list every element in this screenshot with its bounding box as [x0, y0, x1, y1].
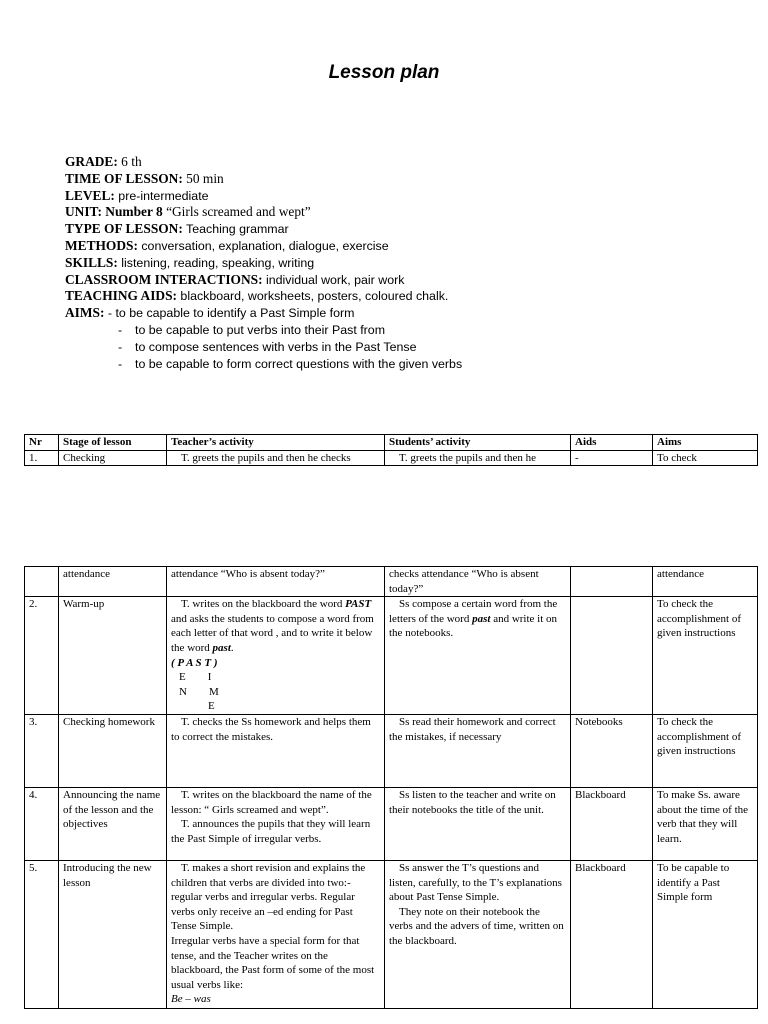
methods-row: [65, 238, 462, 255]
text: PAST: [345, 598, 372, 611]
table-row: [25, 450, 758, 466]
acrostic-line: E I: [179, 671, 212, 684]
table-row: [25, 714, 758, 787]
cell-nr: [25, 567, 59, 597]
cell-nr: 1.: [25, 450, 59, 466]
cell-aids: -: [571, 450, 653, 466]
cell-stage: attendance: [59, 567, 167, 597]
teacher-text: T. makes a short revision and explains the children that verbs are divided into two:- regular verbs and irregular verbs. Regular verbs only receive an –ed ending for Past Tense Simple.: [171, 861, 366, 933]
text: T. writes on the blackboard the word: [181, 598, 346, 611]
cell-aims: To be capable to identify a Past Simple form: [653, 860, 758, 1008]
type-row: [65, 221, 462, 238]
cell-nr: 5.: [25, 860, 59, 1008]
type-label: TYPE OF LESSON:: [65, 221, 183, 237]
teacher-text: Be – was: [171, 993, 211, 1006]
cell-aims: attendance: [653, 567, 758, 597]
cell-students: checks attendance “Who is absent today?”: [385, 567, 571, 597]
header-stage: Stage of lesson: [59, 435, 167, 451]
lesson-table-header: [24, 434, 758, 466]
cell-aids: Blackboard: [571, 860, 653, 1008]
aims-list-item-text: to be capable to put verbs into their Past from: [135, 322, 386, 337]
text: Ss compose a certain word from the letters of the word: [389, 598, 558, 625]
skills-row: [65, 255, 462, 272]
cell-teacher: [167, 860, 385, 1008]
teacher-text: T. announces the pupils that they will learn the Past Simple of irregular verbs.: [171, 818, 371, 845]
cell-nr: 2.: [25, 597, 59, 715]
unit-number: Number 8: [101, 204, 163, 220]
header-teacher: Teacher’s activity: [167, 435, 385, 451]
interactions-label: CLASSROOM INTERACTIONS:: [65, 271, 263, 287]
unit-row: [65, 204, 462, 221]
students-text: Ss answer the T’s questions and listen, carefully, to the T’s explanations about Past Tense Simple.: [389, 861, 562, 904]
cell-aims: To check: [653, 450, 758, 466]
lesson-table-continued: [24, 566, 758, 1009]
cell-nr: 3.: [25, 714, 59, 787]
cell-stage: Checking: [59, 450, 167, 466]
table-row: [25, 597, 758, 715]
cell-stage: Checking homework: [59, 714, 167, 787]
aims-label: AIMS:: [65, 305, 105, 321]
cell-aids: Blackboard: [571, 787, 653, 860]
cell-teacher: T. checks the Ss homework and helps them to correct the mistakes.: [167, 714, 385, 787]
type-value: Teaching grammar: [182, 222, 289, 237]
unit-value: “Girls screamed and wept”: [162, 204, 311, 220]
aims-first: - to be capable to identify a Past Simple form: [104, 306, 355, 321]
text: past: [212, 641, 231, 654]
teacher-text: T. writes on the blackboard the name of the lesson: “ Girls screamed and wept”.: [171, 788, 372, 816]
interactions-value: individual work, pair work: [262, 272, 405, 287]
cell-students: Ss listen to the teacher and write on their notebooks the title of the unit.: [385, 787, 571, 860]
level-value: pre-intermediate: [114, 188, 209, 203]
time-row: [65, 171, 462, 188]
text: and asks the students to compose a word from each letter of that word , and to write it below the word: [171, 612, 374, 654]
header-students: Students’ activity: [385, 435, 571, 451]
text: past: [472, 612, 491, 625]
skills-value: listening, reading, speaking, writing: [117, 255, 315, 270]
students-text: They note on their notebook the verbs and the advers of time, written on the blackboard.: [389, 905, 564, 947]
aims-row: [65, 305, 462, 322]
cell-students: Ss read their homework and correct the mistakes, if necessary: [385, 714, 571, 787]
table-row: [25, 787, 758, 860]
cell-stage: Announcing the name of the lesson and the objectives: [59, 787, 167, 860]
cell-students: [385, 860, 571, 1008]
cell-teacher: [167, 597, 385, 715]
cell-teacher: [167, 787, 385, 860]
page-title: Lesson plan: [328, 62, 440, 83]
teacher-text: Irregular verbs have a special form for that tense, and the Teacher writes on the blackboard, the Past form of some of the most usual verbs like:: [171, 934, 375, 991]
time-value: 50 min: [182, 170, 224, 186]
table-row: [25, 860, 758, 1008]
acrostic-line: N M: [179, 685, 219, 698]
cell-teacher: attendance “Who is absent today?”: [167, 567, 385, 597]
teacher-text: [171, 597, 380, 655]
cell-aids: Notebooks: [571, 714, 653, 787]
header-nr: Nr: [25, 435, 59, 451]
interactions-row: [65, 272, 462, 289]
cell-aims: To check the accomplishment of given instructions: [653, 597, 758, 715]
aims-list-item: - to compose sentences with verbs in the Past Tense: [118, 339, 417, 354]
cell-aids: [571, 597, 653, 715]
time-label: TIME OF LESSON:: [65, 170, 183, 186]
unit-label: UNIT:: [65, 204, 102, 220]
cell-stage: Introducing the new lesson: [59, 860, 167, 1008]
methods-label: METHODS:: [65, 237, 138, 253]
cell-aims: To make Ss. aware about the time of the verb that they will learn.: [653, 787, 758, 860]
cell-students: [385, 597, 571, 715]
aids-value: blackboard, worksheets, posters, coloured chalk.: [176, 289, 449, 304]
header-aids: Aids: [571, 435, 653, 451]
header-aims: Aims: [653, 435, 758, 451]
acrostic-line: E: [208, 700, 215, 713]
cell-stage: Warm-up: [59, 597, 167, 715]
table-header-row: [25, 435, 758, 451]
aids-label: TEACHING AIDS:: [65, 288, 177, 304]
grade-value: 6 th: [117, 154, 142, 169]
text: .: [230, 641, 234, 654]
cell-students: T. greets the pupils and then he: [385, 450, 571, 466]
aims-list-item: - to be capable to put verbs into their Past from: [118, 322, 386, 337]
past-word: ( P A S T ): [171, 656, 218, 669]
text: and write it on the notebooks.: [389, 612, 558, 640]
lesson-info: [65, 154, 462, 372]
cell-nr: 4.: [25, 787, 59, 860]
aims-list-item-text: to compose sentences with verbs in the Past Tense: [135, 339, 417, 354]
aids-row: [65, 288, 462, 305]
cell-teacher: T. greets the pupils and then he checks: [167, 450, 385, 466]
aims-list-item: - to be capable to form correct questions with the given verbs: [118, 356, 463, 371]
level-row: [65, 188, 462, 205]
methods-value: conversation, explanation, dialogue, exercise: [137, 238, 389, 253]
cell-aids: [571, 567, 653, 597]
students-text: [389, 597, 566, 641]
aims-list-item-text: to be capable to form correct questions with the given verbs: [135, 356, 463, 371]
level-label: LEVEL:: [65, 187, 115, 203]
skills-label: SKILLS:: [65, 254, 118, 270]
table-row: [25, 567, 758, 597]
grade-row: [65, 154, 462, 171]
grade-label: GRADE:: [65, 154, 118, 169]
cell-aims: To check the accomplishment of given instructions: [653, 714, 758, 787]
